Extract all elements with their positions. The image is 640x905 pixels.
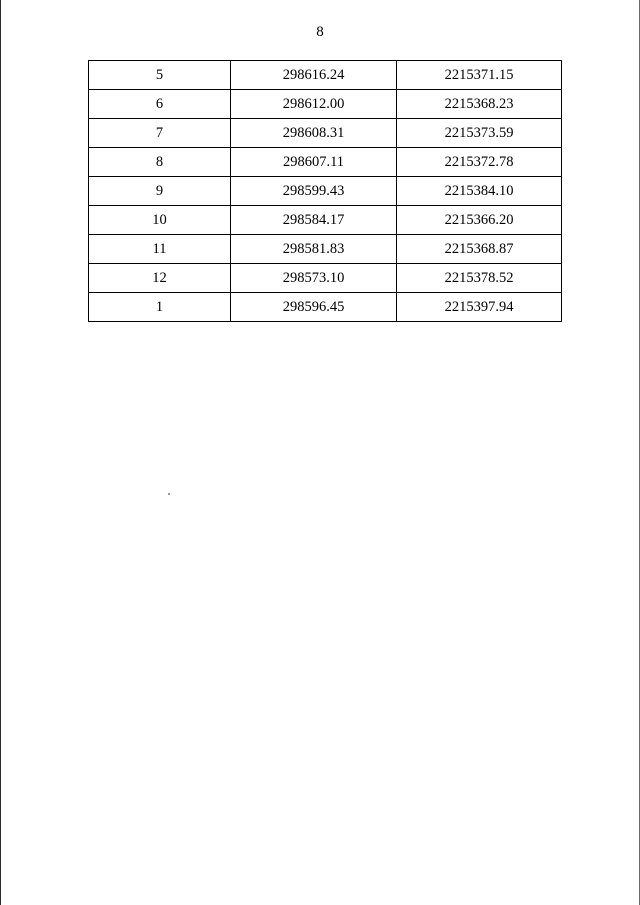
y-coordinate-cell: 2215368.87 bbox=[397, 235, 562, 264]
y-coordinate-cell: 2215366.20 bbox=[397, 206, 562, 235]
table-row bbox=[89, 119, 562, 148]
scan-speck bbox=[168, 493, 170, 495]
y-coordinate-cell: 2215397.94 bbox=[397, 293, 562, 322]
scan-edge-left bbox=[0, 0, 1, 905]
x-coordinate-cell: 298612.00 bbox=[231, 90, 397, 119]
x-coordinate-cell: 298599.43 bbox=[231, 177, 397, 206]
point-number-cell: 6 bbox=[89, 90, 231, 119]
y-coordinate-cell: 2215378.52 bbox=[397, 264, 562, 293]
x-coordinate-cell: 298607.11 bbox=[231, 148, 397, 177]
y-coordinate-cell: 2215368.23 bbox=[397, 90, 562, 119]
point-number-cell: 12 bbox=[89, 264, 231, 293]
table-row bbox=[89, 293, 562, 322]
point-number-cell: 7 bbox=[89, 119, 231, 148]
point-number-cell: 8 bbox=[89, 148, 231, 177]
table-row bbox=[89, 206, 562, 235]
y-coordinate-cell: 2215384.10 bbox=[397, 177, 562, 206]
coordinates-table-body bbox=[89, 61, 562, 322]
point-number-cell: 1 bbox=[89, 293, 231, 322]
page-number: 8 bbox=[316, 24, 324, 40]
x-coordinate-cell: 298596.45 bbox=[231, 293, 397, 322]
x-coordinate-cell: 298608.31 bbox=[231, 119, 397, 148]
point-number-cell: 11 bbox=[89, 235, 231, 264]
table-row bbox=[89, 177, 562, 206]
table-row bbox=[89, 61, 562, 90]
table-row bbox=[89, 90, 562, 119]
y-coordinate-cell: 2215371.15 bbox=[397, 61, 562, 90]
coordinates-table bbox=[88, 60, 562, 322]
point-number-cell: 5 bbox=[89, 61, 231, 90]
x-coordinate-cell: 298616.24 bbox=[231, 61, 397, 90]
x-coordinate-cell: 298584.17 bbox=[231, 206, 397, 235]
x-coordinate-cell: 298581.83 bbox=[231, 235, 397, 264]
y-coordinate-cell: 2215372.78 bbox=[397, 148, 562, 177]
table-row bbox=[89, 235, 562, 264]
y-coordinate-cell: 2215373.59 bbox=[397, 119, 562, 148]
x-coordinate-cell: 298573.10 bbox=[231, 264, 397, 293]
point-number-cell: 9 bbox=[89, 177, 231, 206]
point-number-cell: 10 bbox=[89, 206, 231, 235]
table-row bbox=[89, 148, 562, 177]
table-row bbox=[89, 264, 562, 293]
